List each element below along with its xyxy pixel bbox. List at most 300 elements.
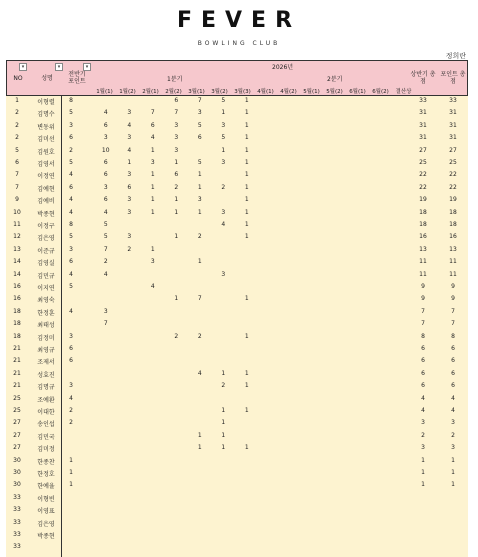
table-row bbox=[6, 369, 468, 380]
rank-cell: 14 bbox=[13, 258, 21, 266]
rank-cell: 33 bbox=[13, 506, 21, 514]
month-score-cell: 1 bbox=[221, 146, 226, 154]
table-row bbox=[6, 443, 468, 454]
half-total-cell: 6 bbox=[421, 369, 425, 377]
name-cell: 성효진 bbox=[37, 371, 55, 379]
month-score-cell: 2 bbox=[174, 183, 179, 191]
table-row bbox=[6, 518, 468, 529]
name-cell: 한종찬 bbox=[37, 458, 55, 466]
month-score-cell: 1 bbox=[244, 444, 249, 452]
name-cell: 박종현 bbox=[37, 533, 55, 540]
rank-cell: 18 bbox=[13, 307, 21, 315]
month-score-cell: 1 bbox=[221, 407, 226, 414]
header-points-total: 포인트 총점 bbox=[440, 71, 466, 85]
month-score-cell: 1 bbox=[221, 444, 226, 452]
table-row bbox=[6, 381, 468, 392]
month-score-cell: 3 bbox=[221, 121, 226, 129]
month-score-cell: 1 bbox=[174, 159, 179, 166]
name-cell: 김영서 bbox=[37, 161, 55, 168]
prev-points-cell: 6 bbox=[69, 134, 73, 142]
name-cell: 한예율 bbox=[37, 483, 55, 491]
month-score-cell: 3 bbox=[174, 134, 179, 142]
prev-points-cell: 2 bbox=[69, 419, 73, 427]
month-score-cell: 1 bbox=[244, 407, 249, 414]
name-cell: 변동위 bbox=[37, 123, 55, 131]
prev-points-cell: 5 bbox=[69, 159, 73, 166]
month-score-cell: 7 bbox=[197, 97, 202, 104]
name-cell: 조예환 bbox=[37, 396, 55, 404]
filter-name-dropdown-icon[interactable]: ▾ bbox=[55, 63, 63, 71]
name-cell: 조제서 bbox=[37, 359, 55, 367]
rank-cell: 9 bbox=[15, 196, 19, 204]
month-score-cell: 3 bbox=[103, 307, 108, 315]
month-header-12: 6월(1) bbox=[349, 89, 366, 95]
month-header-4: 2월(2) bbox=[165, 89, 182, 95]
rank-cell: 16 bbox=[13, 283, 21, 290]
name-cell: 김영실 bbox=[37, 260, 55, 268]
half-total-cell: 3 bbox=[421, 419, 425, 427]
points-total-cell: 31 bbox=[449, 109, 457, 117]
points-total-cell: 7 bbox=[451, 307, 455, 315]
rank-cell: 33 bbox=[13, 543, 21, 551]
month-score-cell: 1 bbox=[244, 208, 249, 216]
month-score-cell: 2 bbox=[197, 332, 202, 340]
half-total-cell: 18 bbox=[419, 221, 427, 228]
name-cell: 김정미 bbox=[37, 334, 55, 342]
header-first-half: 1분기 bbox=[167, 76, 183, 83]
month-score-cell: 5 bbox=[221, 134, 226, 142]
month-score-cell: 3 bbox=[197, 109, 202, 117]
points-total-cell: 6 bbox=[451, 345, 455, 352]
half-total-cell: 31 bbox=[419, 134, 427, 142]
month-header-row bbox=[93, 87, 415, 96]
month-score-cell: 1 bbox=[174, 233, 179, 241]
month-score-cell: 1 bbox=[197, 444, 202, 452]
points-total-cell: 6 bbox=[451, 369, 455, 377]
rank-cell: 16 bbox=[13, 295, 21, 303]
name-cell: 김미선 bbox=[37, 136, 55, 144]
month-score-cell: 1 bbox=[174, 208, 179, 216]
month-score-cell: 1 bbox=[244, 369, 249, 377]
name-cell: 김명규 bbox=[37, 384, 55, 392]
month-score-cell: 2 bbox=[221, 382, 226, 390]
table-row bbox=[6, 220, 468, 231]
half-total-cell: 31 bbox=[419, 121, 427, 129]
month-score-cell: 6 bbox=[197, 134, 202, 142]
rank-cell: 2 bbox=[15, 134, 19, 142]
month-header-8: 4월(1) bbox=[257, 89, 274, 95]
table-row bbox=[6, 505, 468, 516]
points-total-cell: 3 bbox=[451, 419, 455, 427]
rank-cell: 33 bbox=[13, 531, 21, 538]
table-row bbox=[6, 121, 468, 132]
month-header-13: 6월(2) bbox=[372, 89, 389, 95]
rank-cell: 5 bbox=[15, 146, 19, 154]
club-subtitle: BOWLING CLUB bbox=[197, 40, 281, 47]
month-score-cell: 1 bbox=[197, 171, 202, 179]
month-header-3: 2월(1) bbox=[142, 89, 159, 95]
points-total-cell: 1 bbox=[451, 469, 455, 476]
rank-cell: 1 bbox=[15, 97, 19, 104]
points-total-cell: 19 bbox=[449, 196, 457, 204]
month-score-cell: 3 bbox=[174, 146, 179, 154]
table-row bbox=[6, 542, 468, 553]
month-header-11: 5월(2) bbox=[326, 89, 343, 95]
month-score-cell: 1 bbox=[244, 97, 249, 104]
month-score-cell: 6 bbox=[127, 183, 132, 191]
table-row bbox=[6, 332, 468, 343]
prev-points-cell: 5 bbox=[69, 283, 73, 290]
table-row bbox=[6, 108, 468, 119]
name-cell: 박종현 bbox=[37, 210, 55, 218]
month-score-cell: 1 bbox=[150, 183, 155, 191]
prev-points-cell: 4 bbox=[69, 307, 73, 315]
month-score-cell: 1 bbox=[221, 419, 226, 427]
half-total-cell: 13 bbox=[419, 245, 427, 253]
month-score-cell: 1 bbox=[150, 196, 155, 204]
half-total-cell: 27 bbox=[419, 146, 427, 154]
table-row bbox=[6, 245, 468, 256]
rank-cell: 12 bbox=[13, 233, 21, 241]
month-score-cell: 1 bbox=[150, 146, 155, 154]
month-score-cell: 6 bbox=[103, 159, 108, 166]
month-score-cell: 6 bbox=[103, 171, 108, 179]
name-cell: 한정훈 bbox=[37, 309, 55, 317]
table-row bbox=[6, 96, 468, 107]
prev-points-cell: 8 bbox=[69, 97, 73, 104]
month-score-cell: 1 bbox=[244, 109, 249, 117]
table-row bbox=[6, 232, 468, 243]
month-header-14: 결산상 bbox=[395, 89, 412, 95]
half-total-cell: 3 bbox=[421, 444, 425, 452]
half-total-cell: 22 bbox=[419, 183, 427, 191]
table-row bbox=[6, 344, 468, 355]
month-score-cell: 1 bbox=[150, 245, 155, 253]
prev-points-cell: 5 bbox=[69, 233, 73, 241]
rank-cell: 10 bbox=[13, 208, 21, 216]
name-cell: 김은영 bbox=[37, 520, 55, 528]
prev-points-cell: 3 bbox=[69, 245, 73, 253]
points-total-cell: 13 bbox=[449, 245, 457, 253]
points-total-cell: 27 bbox=[449, 146, 457, 154]
author-name: 정희란 bbox=[445, 52, 466, 60]
month-score-cell: 1 bbox=[197, 208, 202, 216]
month-score-cell: 1 bbox=[244, 159, 249, 166]
name-cell: 김은영 bbox=[37, 235, 55, 243]
month-score-cell: 1 bbox=[244, 171, 249, 179]
rank-cell: 18 bbox=[13, 320, 21, 328]
points-total-cell: 11 bbox=[449, 270, 457, 278]
month-header-5: 3월(1) bbox=[188, 89, 205, 95]
month-score-cell: 1 bbox=[150, 208, 155, 216]
half-total-cell: 31 bbox=[419, 109, 427, 117]
points-total-cell: 9 bbox=[451, 295, 455, 303]
points-total-cell: 18 bbox=[449, 221, 457, 228]
rank-cell: 33 bbox=[13, 493, 21, 501]
month-score-cell: 4 bbox=[103, 208, 108, 216]
month-header-9: 4월(2) bbox=[280, 89, 297, 95]
month-header-2: 1월(2) bbox=[119, 89, 136, 95]
prev-points-cell: 3 bbox=[69, 382, 73, 390]
name-cell: 김명수 bbox=[37, 111, 55, 119]
prev-points-cell: 2 bbox=[69, 146, 73, 154]
points-total-cell: 7 bbox=[451, 320, 455, 328]
prev-points-cell: 4 bbox=[69, 196, 73, 204]
name-cell: 김예비 bbox=[37, 198, 55, 206]
rank-cell: 21 bbox=[13, 345, 21, 352]
half-total-cell: 33 bbox=[419, 97, 427, 104]
rank-cell: 13 bbox=[13, 245, 21, 253]
half-total-cell: 11 bbox=[419, 270, 427, 278]
month-score-cell: 1 bbox=[174, 196, 179, 204]
name-cell: 이정구 bbox=[37, 223, 55, 230]
half-total-cell: 18 bbox=[419, 208, 427, 216]
name-cell: 최영규 bbox=[37, 347, 55, 354]
month-score-cell: 3 bbox=[103, 134, 108, 142]
table-row bbox=[6, 418, 468, 429]
prev-points-cell: 6 bbox=[69, 357, 73, 365]
points-total-cell: 1 bbox=[451, 456, 455, 464]
table-row bbox=[6, 431, 468, 442]
rank-cell: 30 bbox=[13, 456, 21, 464]
table-row bbox=[6, 307, 468, 318]
month-score-cell: 3 bbox=[174, 121, 179, 129]
prev-points-cell: 6 bbox=[69, 258, 73, 266]
table-row bbox=[6, 394, 468, 405]
month-score-cell: 3 bbox=[221, 208, 226, 216]
name-cell: 이정연 bbox=[37, 173, 55, 181]
points-total-cell: 18 bbox=[449, 208, 457, 216]
month-score-cell: 3 bbox=[150, 258, 155, 266]
rank-cell: 33 bbox=[13, 518, 21, 526]
month-score-cell: 2 bbox=[103, 258, 108, 266]
month-score-cell: 5 bbox=[103, 233, 108, 241]
month-score-cell: 2 bbox=[174, 332, 179, 340]
table-row bbox=[6, 133, 468, 144]
table-row bbox=[6, 208, 468, 219]
month-score-cell: 1 bbox=[244, 146, 249, 154]
month-score-cell: 6 bbox=[103, 121, 108, 129]
rank-cell: 7 bbox=[15, 183, 19, 191]
month-score-cell: 3 bbox=[197, 196, 202, 204]
header-no: NO bbox=[13, 74, 23, 82]
table-row bbox=[6, 257, 468, 268]
half-total-cell: 6 bbox=[421, 382, 425, 390]
table-row bbox=[6, 270, 468, 281]
month-score-cell: 1 bbox=[197, 183, 202, 191]
month-header-10: 5월(1) bbox=[303, 89, 320, 95]
points-total-cell: 31 bbox=[449, 134, 457, 142]
rank-cell: 25 bbox=[13, 407, 21, 414]
table-row bbox=[6, 356, 468, 367]
prev-points-cell: 4 bbox=[69, 171, 73, 179]
month-score-cell: 1 bbox=[150, 171, 155, 179]
name-cell: 이대한 bbox=[37, 409, 55, 416]
half-total-cell: 9 bbox=[421, 283, 425, 290]
score-sheet bbox=[6, 60, 468, 557]
month-score-cell: 5 bbox=[103, 221, 108, 228]
rank-cell: 27 bbox=[13, 419, 21, 427]
name-cell: 송인섭 bbox=[37, 421, 55, 429]
month-score-cell: 1 bbox=[244, 183, 249, 191]
points-total-cell: 8 bbox=[451, 332, 455, 340]
rank-cell: 27 bbox=[13, 444, 21, 452]
half-total-cell: 8 bbox=[421, 332, 425, 340]
points-total-cell: 16 bbox=[449, 233, 457, 241]
table-row bbox=[6, 146, 468, 157]
month-score-cell: 6 bbox=[103, 196, 108, 204]
points-total-cell: 22 bbox=[449, 183, 457, 191]
points-total-cell: 31 bbox=[449, 121, 457, 129]
table-row bbox=[6, 468, 468, 479]
month-score-cell: 7 bbox=[103, 245, 108, 253]
table-row bbox=[6, 195, 468, 206]
month-score-cell: 1 bbox=[244, 382, 249, 390]
month-score-cell: 4 bbox=[103, 109, 108, 117]
rank-cell: 14 bbox=[13, 270, 21, 278]
prev-points-cell: 8 bbox=[69, 221, 73, 228]
points-total-cell: 3 bbox=[451, 444, 455, 452]
club-title: FEVER bbox=[176, 8, 302, 33]
table-row bbox=[6, 282, 468, 293]
month-score-cell: 1 bbox=[244, 196, 249, 204]
half-total-cell: 4 bbox=[421, 407, 425, 414]
rank-cell: 11 bbox=[13, 221, 21, 228]
month-score-cell: 10 bbox=[101, 146, 110, 154]
name-cell: 이형렬 bbox=[37, 99, 55, 106]
table-row bbox=[6, 493, 468, 504]
name-cell: 이지연 bbox=[37, 285, 55, 292]
prev-points-cell: 1 bbox=[69, 481, 73, 489]
rank-cell: 25 bbox=[13, 394, 21, 402]
month-score-cell: 1 bbox=[221, 431, 226, 439]
table-row bbox=[6, 183, 468, 194]
name-cell: 김민규 bbox=[37, 272, 55, 280]
month-score-cell: 1 bbox=[244, 134, 249, 142]
month-score-cell: 1 bbox=[244, 233, 249, 241]
points-total-cell: 6 bbox=[451, 382, 455, 390]
month-score-cell: 1 bbox=[174, 295, 179, 303]
table-row bbox=[6, 319, 468, 330]
month-score-cell: 3 bbox=[103, 183, 108, 191]
half-total-cell: 9 bbox=[421, 295, 425, 303]
month-score-cell: 3 bbox=[127, 134, 132, 142]
points-total-cell: 1 bbox=[451, 481, 455, 489]
filter-no-dropdown-icon[interactable]: ▾ bbox=[19, 63, 27, 71]
prev-points-cell: 6 bbox=[69, 183, 73, 191]
month-score-cell: 1 bbox=[244, 295, 249, 303]
prev-points-cell: 3 bbox=[69, 121, 73, 129]
points-total-cell: 4 bbox=[451, 407, 455, 414]
rank-cell: 30 bbox=[13, 481, 21, 489]
half-total-cell: 1 bbox=[421, 481, 425, 489]
month-score-cell: 1 bbox=[127, 159, 132, 166]
table-row bbox=[6, 530, 468, 541]
rank-cell: 2 bbox=[15, 121, 19, 129]
header-half-total: 상반기 총점 bbox=[410, 71, 436, 85]
half-total-cell: 1 bbox=[421, 469, 425, 476]
month-score-cell: 4 bbox=[150, 283, 155, 290]
rank-cell: 2 bbox=[15, 109, 19, 117]
month-score-cell: 1 bbox=[244, 221, 249, 228]
points-total-cell: 9 bbox=[451, 283, 455, 290]
half-total-cell: 6 bbox=[421, 345, 425, 352]
month-score-cell: 1 bbox=[197, 431, 202, 439]
month-score-cell: 7 bbox=[150, 109, 155, 117]
half-total-cell: 11 bbox=[419, 258, 427, 266]
name-cell: 김민국 bbox=[37, 433, 55, 441]
half-total-cell: 7 bbox=[421, 320, 425, 328]
half-total-cell: 22 bbox=[419, 171, 427, 179]
points-total-cell: 25 bbox=[449, 159, 457, 166]
half-total-cell: 2 bbox=[421, 431, 425, 439]
half-total-cell: 25 bbox=[419, 159, 427, 166]
filter-points-dropdown-icon[interactable]: ▾ bbox=[83, 63, 91, 71]
name-cell: 최영숙 bbox=[37, 297, 55, 305]
month-score-cell: 1 bbox=[244, 121, 249, 129]
header-prev-points: 전반기 포인트 bbox=[68, 71, 86, 85]
points-total-cell: 2 bbox=[451, 431, 455, 439]
month-score-cell: 6 bbox=[150, 121, 155, 129]
rank-cell: 7 bbox=[15, 171, 19, 179]
name-cell: 이영표 bbox=[37, 508, 55, 516]
month-score-cell: 2 bbox=[127, 245, 132, 253]
table-row bbox=[6, 294, 468, 305]
month-score-cell: 4 bbox=[197, 369, 202, 377]
rank-cell: 21 bbox=[13, 382, 21, 390]
month-score-cell: 7 bbox=[103, 320, 108, 328]
points-total-cell: 4 bbox=[451, 394, 455, 402]
rank-cell: 18 bbox=[13, 332, 21, 340]
month-score-cell: 1 bbox=[244, 332, 249, 340]
month-header-7: 3월(3) bbox=[234, 89, 251, 95]
half-total-cell: 16 bbox=[419, 233, 427, 241]
name-cell: 김미정 bbox=[37, 446, 55, 454]
prev-points-cell: 1 bbox=[69, 456, 73, 464]
month-header-6: 3월(2) bbox=[211, 89, 228, 95]
month-score-cell: 6 bbox=[174, 171, 179, 179]
header-year: 2026년 bbox=[272, 64, 294, 71]
header-second-half: 2분기 bbox=[327, 76, 343, 83]
month-score-cell: 1 bbox=[221, 369, 226, 377]
name-cell: 김예현 bbox=[37, 185, 55, 193]
prev-points-cell: 2 bbox=[69, 407, 73, 414]
rank-cell: 27 bbox=[13, 431, 21, 439]
name-cell: 김원호 bbox=[37, 148, 55, 156]
rank-cell: 30 bbox=[13, 469, 21, 476]
header-name: 성명 bbox=[41, 74, 53, 82]
half-total-cell: 4 bbox=[421, 394, 425, 402]
month-score-cell: 3 bbox=[221, 270, 226, 278]
half-total-cell: 1 bbox=[421, 456, 425, 464]
half-total-cell: 6 bbox=[421, 357, 425, 365]
prev-points-cell: 4 bbox=[69, 270, 73, 278]
prev-points-cell: 6 bbox=[69, 345, 73, 352]
month-score-cell: 5 bbox=[197, 159, 202, 166]
month-score-cell: 3 bbox=[127, 233, 132, 241]
rank-cell: 21 bbox=[13, 369, 21, 377]
month-score-cell: 3 bbox=[221, 159, 226, 166]
prev-points-cell: 3 bbox=[69, 332, 73, 340]
month-score-cell: 4 bbox=[127, 146, 132, 154]
month-score-cell: 3 bbox=[127, 196, 132, 204]
month-score-cell: 4 bbox=[127, 121, 132, 129]
prev-points-cell: 4 bbox=[69, 208, 73, 216]
prev-points-cell: 1 bbox=[69, 469, 73, 476]
month-score-cell: 3 bbox=[127, 171, 132, 179]
month-score-cell: 4 bbox=[103, 270, 108, 278]
table-row bbox=[6, 456, 468, 467]
